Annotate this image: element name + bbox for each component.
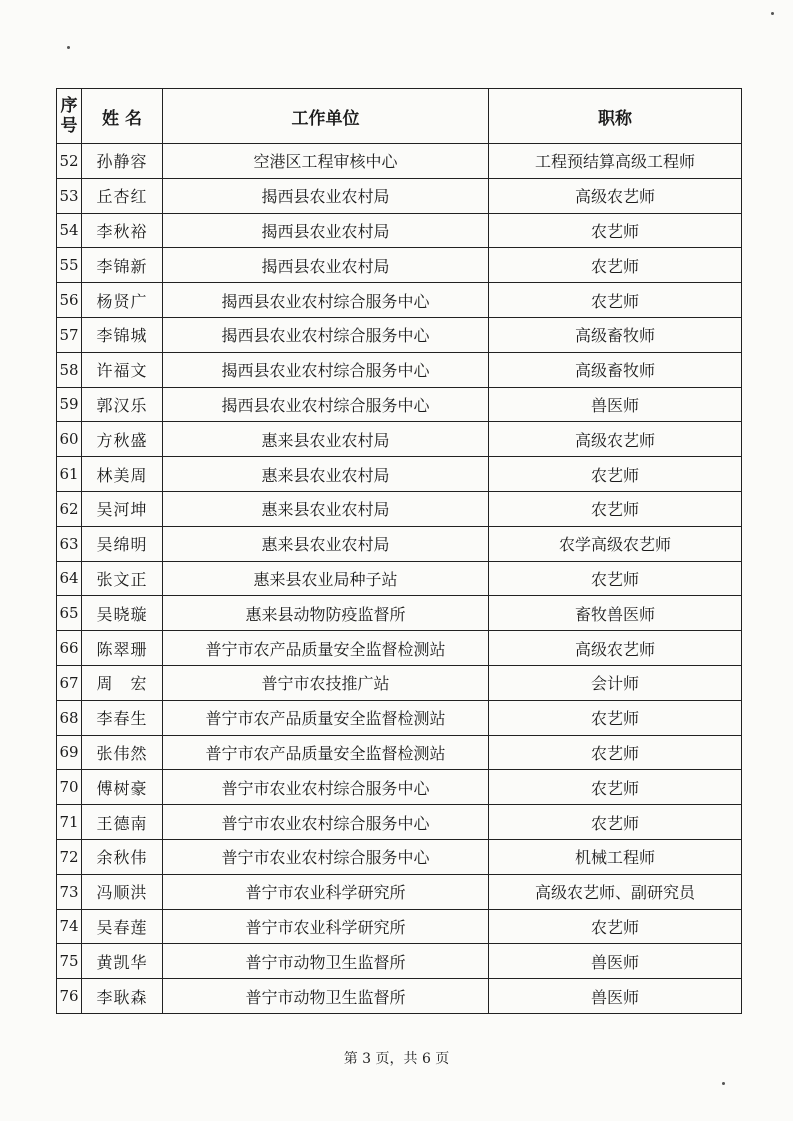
row-seq: 55 — [57, 248, 82, 283]
row-name: 余秋伟 — [82, 839, 163, 874]
row-title: 高级农艺师 — [489, 178, 742, 213]
row-seq: 73 — [57, 874, 82, 909]
row-name: 冯顺洪 — [82, 874, 163, 909]
row-unit: 惠来县农业农村局 — [163, 457, 489, 492]
page-number: 第 3 页，共 6 页 — [343, 1051, 450, 1067]
table-row — [57, 178, 742, 213]
row-unit: 普宁市农业农村综合服务中心 — [163, 839, 489, 874]
row-title: 兽医师 — [489, 979, 742, 1014]
row-name: 王德南 — [82, 805, 163, 840]
row-seq: 62 — [57, 491, 82, 526]
row-title: 高级农艺师 — [489, 422, 742, 457]
row-seq: 61 — [57, 457, 82, 492]
row-seq: 64 — [57, 561, 82, 596]
row-unit: 普宁市农产品质量安全监督检测站 — [163, 631, 489, 666]
row-name: 周 宏 — [82, 665, 163, 700]
table-row — [57, 526, 742, 561]
row-name: 李秋裕 — [82, 213, 163, 248]
row-seq: 68 — [57, 700, 82, 735]
staff-title-table — [56, 88, 742, 1014]
row-unit: 空港区工程审核中心 — [163, 144, 489, 179]
row-seq: 53 — [57, 178, 82, 213]
table-row — [57, 352, 742, 387]
row-seq: 52 — [57, 144, 82, 179]
row-name: 张文正 — [82, 561, 163, 596]
table-row — [57, 735, 742, 770]
row-name: 李锦新 — [82, 248, 163, 283]
row-name: 孙静容 — [82, 144, 163, 179]
scan-speck — [771, 12, 774, 15]
table-row — [57, 979, 742, 1014]
row-name: 李春生 — [82, 700, 163, 735]
row-seq: 66 — [57, 631, 82, 666]
row-unit: 惠来县农业农村局 — [163, 526, 489, 561]
row-unit: 揭西县农业农村综合服务中心 — [163, 387, 489, 422]
row-unit: 揭西县农业农村综合服务中心 — [163, 317, 489, 352]
row-unit: 惠来县农业局种子站 — [163, 561, 489, 596]
row-name: 吴河坤 — [82, 491, 163, 526]
row-seq: 59 — [57, 387, 82, 422]
table-row — [57, 805, 742, 840]
row-name: 陈翠珊 — [82, 631, 163, 666]
row-unit: 普宁市农业农村综合服务中心 — [163, 805, 489, 840]
row-seq: 54 — [57, 213, 82, 248]
row-name: 方秋盛 — [82, 422, 163, 457]
row-unit: 惠来县农业农村局 — [163, 491, 489, 526]
row-seq: 70 — [57, 770, 82, 805]
header-title: 职称 — [489, 89, 742, 144]
row-seq: 60 — [57, 422, 82, 457]
table-row — [57, 874, 742, 909]
row-unit: 普宁市农产品质量安全监督检测站 — [163, 735, 489, 770]
table-row — [57, 457, 742, 492]
table-row — [57, 491, 742, 526]
row-name: 许福文 — [82, 352, 163, 387]
table-row — [57, 213, 742, 248]
row-title: 机械工程师 — [489, 839, 742, 874]
row-name: 黄凯华 — [82, 944, 163, 979]
row-title: 农艺师 — [489, 457, 742, 492]
table-body — [57, 144, 742, 1014]
table-row — [57, 944, 742, 979]
row-title: 农艺师 — [489, 491, 742, 526]
table-row — [57, 283, 742, 318]
table-row — [57, 700, 742, 735]
row-unit: 普宁市农产品质量安全监督检测站 — [163, 700, 489, 735]
row-unit: 揭西县农业农村局 — [163, 213, 489, 248]
header-unit: 工作单位 — [163, 89, 489, 144]
row-seq: 58 — [57, 352, 82, 387]
row-name: 丘杏红 — [82, 178, 163, 213]
table-row — [57, 387, 742, 422]
row-unit: 普宁市农业农村综合服务中心 — [163, 770, 489, 805]
row-name: 吴绵明 — [82, 526, 163, 561]
row-unit: 揭西县农业农村综合服务中心 — [163, 283, 489, 318]
row-unit: 揭西县农业农村综合服务中心 — [163, 352, 489, 387]
row-name: 郭汉乐 — [82, 387, 163, 422]
row-title: 农学高级农艺师 — [489, 526, 742, 561]
row-title: 高级农艺师 — [489, 631, 742, 666]
row-name: 吴春莲 — [82, 909, 163, 944]
row-unit: 普宁市动物卫生监督所 — [163, 979, 489, 1014]
table-row — [57, 909, 742, 944]
row-name: 张伟然 — [82, 735, 163, 770]
table-row — [57, 839, 742, 874]
row-title: 农艺师 — [489, 561, 742, 596]
row-title: 高级畜牧师 — [489, 352, 742, 387]
table-row — [57, 596, 742, 631]
row-unit: 揭西县农业农村局 — [163, 248, 489, 283]
row-unit: 普宁市农业科学研究所 — [163, 909, 489, 944]
row-seq: 69 — [57, 735, 82, 770]
row-name: 李锦城 — [82, 317, 163, 352]
row-seq: 56 — [57, 283, 82, 318]
row-title: 高级畜牧师 — [489, 317, 742, 352]
scan-speck — [67, 46, 70, 49]
table-row — [57, 422, 742, 457]
row-seq: 76 — [57, 979, 82, 1014]
table-row — [57, 144, 742, 179]
row-title: 高级农艺师、副研究员 — [489, 874, 742, 909]
row-title: 农艺师 — [489, 213, 742, 248]
row-unit: 惠来县动物防疫监督所 — [163, 596, 489, 631]
table-row — [57, 770, 742, 805]
row-title: 农艺师 — [489, 735, 742, 770]
row-title: 工程预结算高级工程师 — [489, 144, 742, 179]
header-name: 姓 名 — [82, 89, 163, 144]
row-name: 吴晓璇 — [82, 596, 163, 631]
row-seq: 71 — [57, 805, 82, 840]
header-seq: 序 号 — [57, 89, 82, 144]
row-seq: 57 — [57, 317, 82, 352]
row-title: 畜牧兽医师 — [489, 596, 742, 631]
row-title: 农艺师 — [489, 700, 742, 735]
row-name: 傅树豪 — [82, 770, 163, 805]
row-title: 农艺师 — [489, 805, 742, 840]
row-seq: 72 — [57, 839, 82, 874]
row-name: 林美周 — [82, 457, 163, 492]
row-seq: 65 — [57, 596, 82, 631]
row-name: 杨贤广 — [82, 283, 163, 318]
table-header-row — [57, 89, 742, 144]
row-title: 农艺师 — [489, 909, 742, 944]
table-row — [57, 631, 742, 666]
row-title: 兽医师 — [489, 944, 742, 979]
row-unit: 惠来县农业农村局 — [163, 422, 489, 457]
row-title: 兽医师 — [489, 387, 742, 422]
row-name: 李耿森 — [82, 979, 163, 1014]
row-seq: 74 — [57, 909, 82, 944]
row-title: 农艺师 — [489, 283, 742, 318]
row-unit: 普宁市农业科学研究所 — [163, 874, 489, 909]
row-seq: 63 — [57, 526, 82, 561]
table-row — [57, 317, 742, 352]
table-row — [57, 248, 742, 283]
row-title: 农艺师 — [489, 248, 742, 283]
row-title: 会计师 — [489, 665, 742, 700]
row-unit: 普宁市动物卫生监督所 — [163, 944, 489, 979]
table-row — [57, 561, 742, 596]
scan-speck — [722, 1082, 725, 1085]
row-unit: 普宁市农技推广站 — [163, 665, 489, 700]
row-unit: 揭西县农业农村局 — [163, 178, 489, 213]
table-row — [57, 665, 742, 700]
row-seq: 75 — [57, 944, 82, 979]
row-title: 农艺师 — [489, 770, 742, 805]
row-seq: 67 — [57, 665, 82, 700]
